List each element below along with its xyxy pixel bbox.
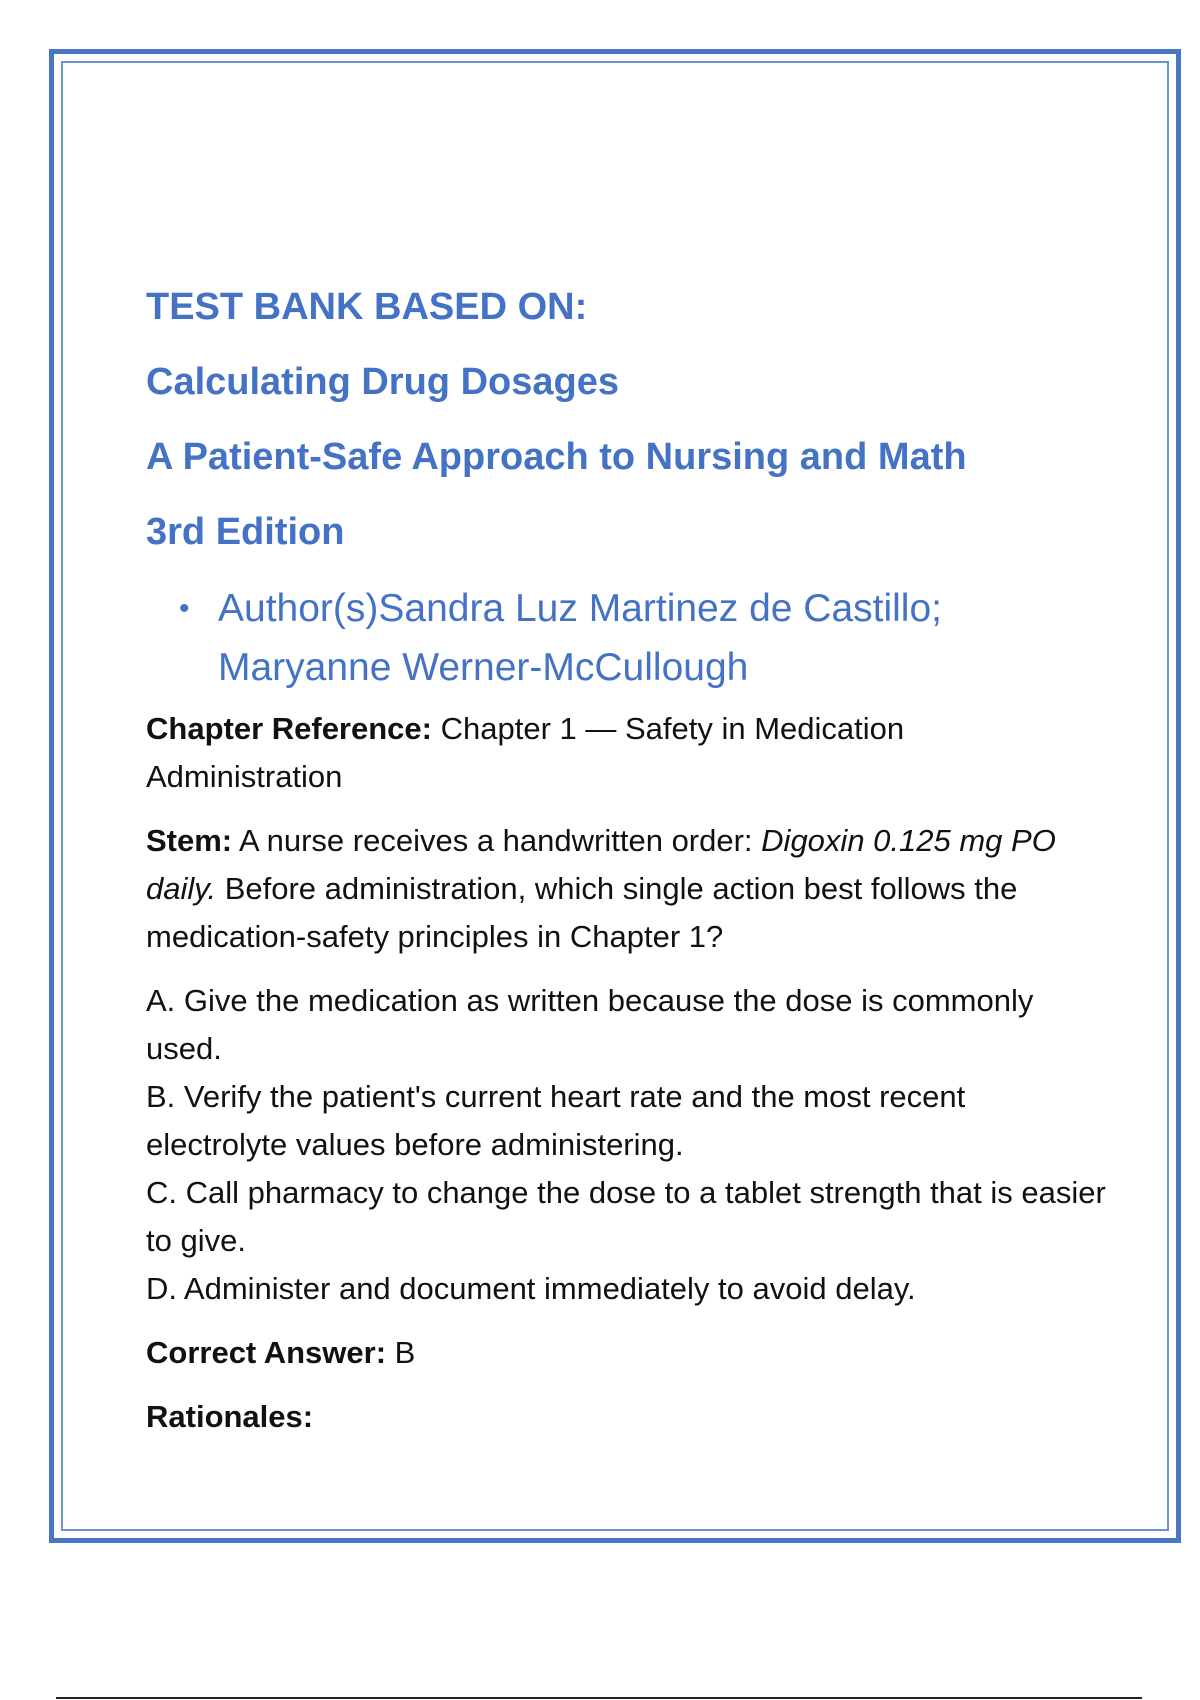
correct-answer-value: B bbox=[394, 1335, 416, 1370]
question-stem bbox=[146, 817, 1106, 961]
option-c: C. Call pharmacy to change the dose to a tablet strength that is easier to give. bbox=[146, 1175, 1106, 1258]
stem-text-before: A nurse receives a handwritten order: bbox=[239, 823, 753, 858]
footer-divider bbox=[56, 1697, 1142, 1699]
correct-answer bbox=[146, 1329, 1106, 1377]
rationales bbox=[146, 1393, 1106, 1441]
chapter-reference bbox=[146, 705, 1106, 801]
option-b: B. Verify the patient's current heart rate and the most recent electrolyte values before administering. bbox=[146, 1079, 966, 1162]
chapter-reference-text: Chapter 1 — Safety in Medication Administration bbox=[146, 711, 905, 794]
option-d: D. Administer and document immediately to avoid delay. bbox=[146, 1271, 916, 1306]
chapter-reference-label: Chapter Reference: bbox=[146, 711, 432, 746]
stem-text-after: Before administration, which single action best follows the medication-safety principles in Chapter 1? bbox=[146, 871, 1018, 954]
stem-order: Digoxin 0.125 mg PO daily. bbox=[146, 823, 1056, 906]
option-a: A. Give the medication as written because the dose is commonly used. bbox=[146, 983, 1034, 1066]
correct-answer-label: Correct Answer: bbox=[146, 1335, 387, 1370]
book-edition: 3rd Edition bbox=[146, 511, 345, 553]
authors-list-item bbox=[146, 579, 1106, 697]
book-subtitle: A Patient-Safe Approach to Nursing and Math bbox=[146, 436, 967, 478]
answer-options bbox=[146, 977, 1106, 1313]
rationales-label: Rationales: bbox=[146, 1399, 314, 1434]
authors-line-1: Author(s)Sandra Luz Martinez de Castillo; bbox=[218, 587, 942, 630]
document-content bbox=[146, 285, 1106, 1457]
authors-line-2: Maryanne Werner-McCullough bbox=[218, 646, 749, 689]
stem-label: Stem: bbox=[146, 823, 233, 858]
test-bank-label: TEST BANK BASED ON: bbox=[146, 286, 588, 328]
bullet-icon: • bbox=[179, 592, 190, 625]
book-title: Calculating Drug Dosages bbox=[146, 361, 619, 403]
